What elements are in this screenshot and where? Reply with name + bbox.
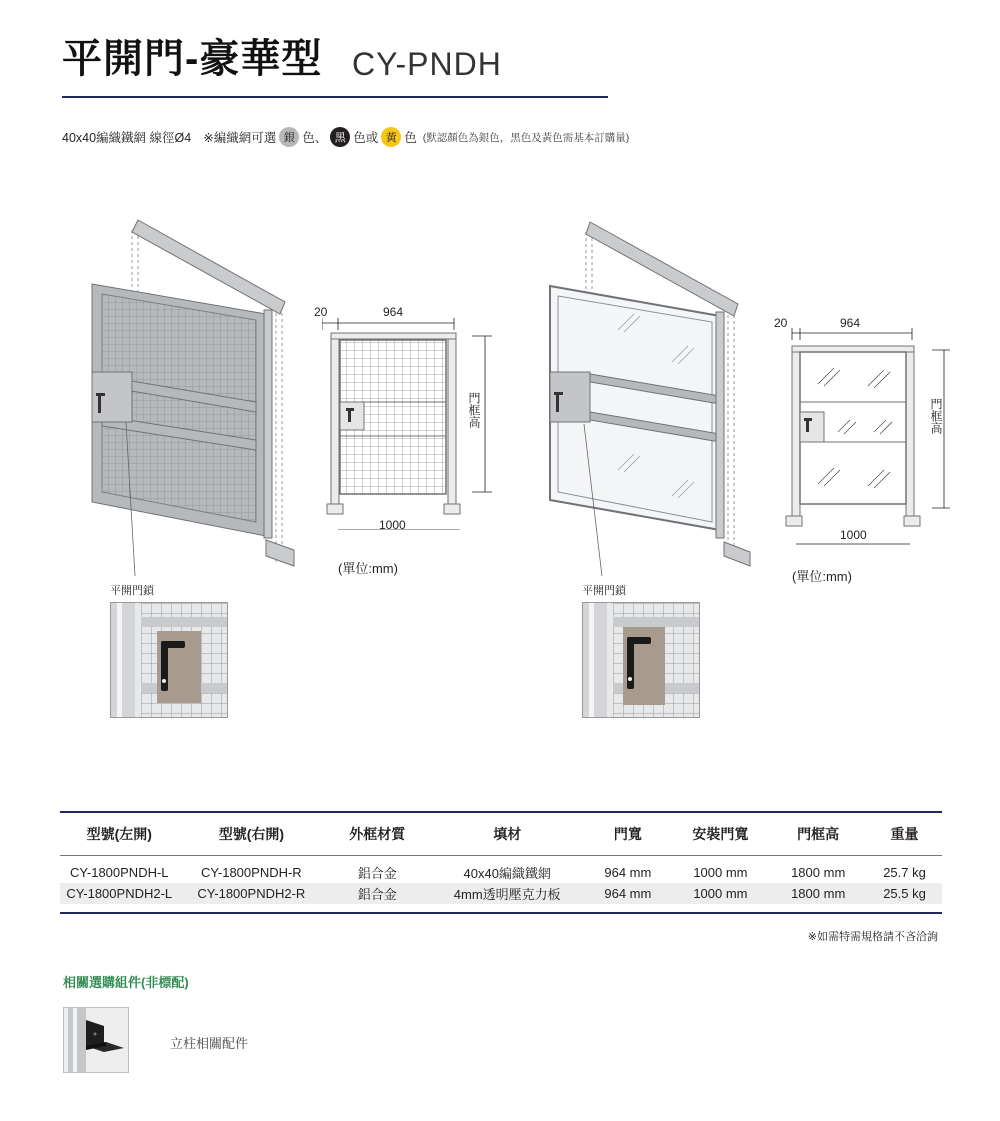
- model-code: CY-PNDH: [352, 46, 502, 82]
- spec-table: [60, 811, 942, 904]
- mesh-unit-label: (單位:mm): [338, 561, 398, 576]
- title-underline: [62, 96, 608, 98]
- header-fill-material: 填材: [430, 812, 584, 856]
- color-word-2: 色或: [353, 131, 379, 145]
- cell-door-width: 964 mm: [584, 883, 671, 904]
- page-title: 平開門-豪華型: [62, 37, 323, 81]
- mesh-frame-height-label: 門框高: [467, 392, 481, 428]
- custom-spec-note: ※如需特需規格請不吝洽詢: [807, 931, 938, 943]
- acrylic-door-isometric-illustration: [548, 220, 778, 576]
- silver-color-chip: 銀: [279, 127, 299, 147]
- color-word-1: 色、: [302, 131, 328, 145]
- mesh-spec: 40x40編織鐵網 線徑Ø4: [62, 131, 192, 145]
- cell-fill-material: 4mm透明壓克力板: [430, 883, 584, 904]
- table-row: [60, 883, 942, 904]
- post-accessory-photo: [63, 1007, 129, 1073]
- cell-install-width: 1000 mm: [672, 883, 770, 904]
- post-accessory-label: 立柱相關配件: [170, 1036, 249, 1051]
- mesh-post-width-label: 20: [314, 305, 328, 319]
- header-frame-height: 門框高: [769, 812, 867, 856]
- cell-model-left: CY-1800PNDH-L: [70, 865, 169, 880]
- acrylic-frame-height-label: 門框高: [929, 398, 943, 434]
- cell-weight: 25.7 kg: [883, 865, 926, 880]
- cell-model-left: CY-1800PNDH2-L: [60, 883, 179, 904]
- cell-frame-material: 鋁合金: [324, 883, 430, 904]
- mesh-lock-caption: 平開門鎖: [110, 585, 154, 597]
- acrylic-lock-photo: [582, 602, 700, 718]
- acrylic-door-dimension-drawing: [782, 328, 952, 548]
- color-word-3: 色: [404, 131, 417, 145]
- mesh-lock-photo: [110, 602, 228, 718]
- mesh-spec-line: [62, 126, 629, 148]
- acrylic-total-width-label: 1000: [840, 528, 867, 542]
- header-frame-material: 外框材質: [324, 812, 430, 856]
- cell-frame-material: 鋁合金: [357, 866, 397, 881]
- black-color-chip: 黑: [330, 127, 350, 147]
- header-model-left: 型號(左開): [60, 812, 179, 856]
- mesh-door-width-label: 964: [383, 305, 404, 319]
- color-option-prefix: ※編織網可選: [203, 131, 277, 145]
- table-header-row: [60, 812, 942, 856]
- yellow-color-chip: 黃: [381, 127, 401, 147]
- table-bottom-rule: [60, 912, 942, 914]
- cell-door-width: 964 mm: [604, 865, 652, 880]
- cell-weight: 25.5 kg: [867, 883, 942, 904]
- table-row: [60, 856, 942, 884]
- header-install-width: 安裝門寬: [672, 812, 770, 856]
- acrylic-door-width-label: 964: [840, 316, 861, 330]
- default-color-note: (默認顏色為銀色，黑色及黃色需基本訂購量): [422, 131, 630, 144]
- mesh-door-isometric-illustration: [80, 218, 310, 578]
- header-model-right: 型號(右開): [179, 812, 325, 856]
- cell-frame-height: 1800 mm: [769, 883, 867, 904]
- acrylic-post-width-label: 20: [774, 316, 788, 330]
- header-weight: 重量: [867, 812, 942, 856]
- related-accessories-heading: 相關選購組件(非標配): [63, 975, 189, 990]
- cell-install-width: 1000 mm: [693, 865, 748, 880]
- cell-model-right: CY-1800PNDH2-R: [179, 883, 325, 904]
- acrylic-unit-label: (單位:mm): [792, 569, 852, 584]
- cell-frame-height: 1800 mm: [791, 865, 846, 880]
- mesh-total-width-label: 1000: [379, 518, 406, 532]
- acrylic-lock-caption: 平開門鎖: [582, 585, 626, 597]
- cell-fill-material: 40x40編織鐵網: [463, 866, 551, 881]
- cell-model-right: CY-1800PNDH-R: [201, 865, 302, 880]
- header-door-width: 門寬: [584, 812, 671, 856]
